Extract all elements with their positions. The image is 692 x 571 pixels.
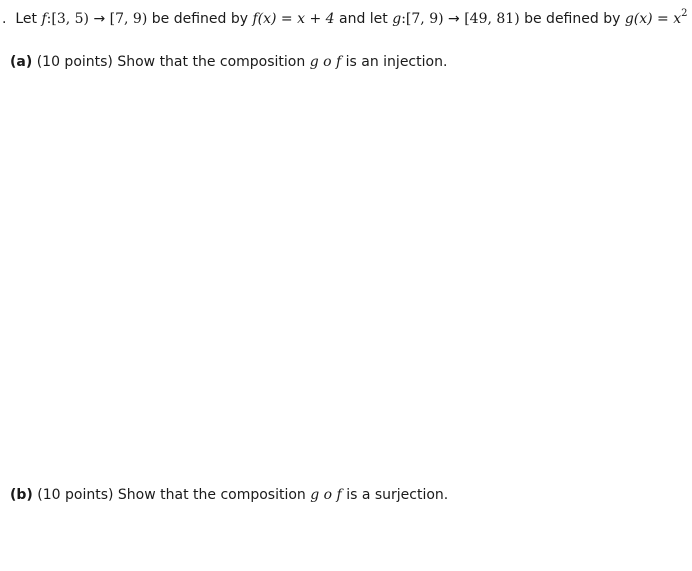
part-b: [10, 486, 448, 504]
f-definition: f(x) = x + 4: [252, 11, 335, 27]
part-a: [10, 53, 447, 71]
f-arrow: →: [93, 11, 106, 27]
g-codomain: [49, 81): [464, 11, 520, 27]
g-arrow: →: [448, 11, 460, 27]
intro-text-defined-2: be defined by: [524, 11, 621, 27]
problem-bullet: .: [2, 11, 7, 27]
g-definition: g(x) = x: [624, 11, 682, 27]
part-a-points: (10 points): [36, 54, 113, 70]
part-a-text-after: is an injection.: [345, 54, 448, 70]
g-symbol: g: [392, 11, 402, 27]
intro-text-defined-1: be defined by: [151, 11, 249, 27]
f-symbol: f: [41, 11, 47, 27]
intro-text-and-let: and let: [339, 11, 388, 27]
f-codomain: [7, 9): [109, 11, 148, 27]
part-b-tag: (b): [10, 487, 33, 503]
part-a-tag: (a): [10, 54, 33, 70]
g-domain: :[7, 9): [401, 11, 444, 27]
problem-statement: [2, 10, 688, 28]
part-b-text-after: is a surjection.: [346, 487, 449, 503]
part-a-text-before: Show that the composition: [117, 54, 306, 70]
f-domain: :[3, 5): [46, 11, 90, 27]
intro-text-let: Let: [15, 11, 38, 27]
part-b-text-before: Show that the composition: [117, 487, 306, 503]
part-b-composition: g o f: [310, 487, 342, 503]
part-b-points: (10 points): [37, 487, 114, 503]
g-definition-exponent: 2: [681, 8, 688, 20]
part-a-composition: g o f: [309, 54, 342, 70]
